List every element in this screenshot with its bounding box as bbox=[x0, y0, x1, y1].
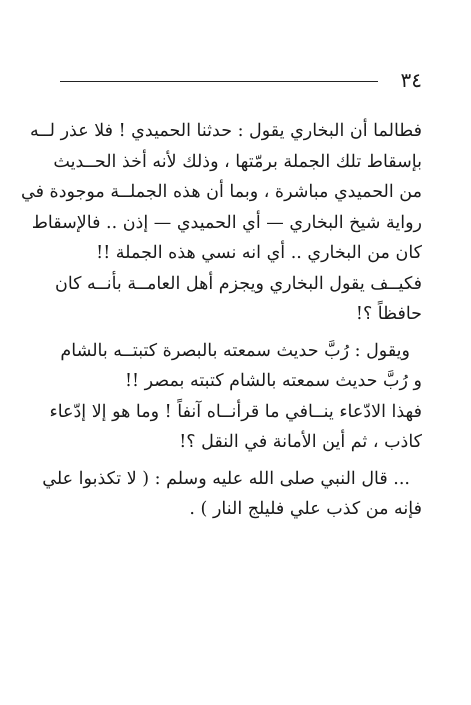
text-line: حافظاً ؟! bbox=[355, 304, 422, 324]
page-header bbox=[60, 68, 422, 98]
text-line: و رُبَّ حديث سمعته بالشام كتبته بمصر !! bbox=[124, 371, 422, 391]
text-line: ويقول : رُبَّ حديث سمعته بالبصرة كتبتــه بالشام bbox=[60, 340, 410, 361]
paragraph bbox=[21, 116, 422, 269]
text-line: رواية شيخ البخاري — أي الحميدي — إذن .. فالإسقاط bbox=[31, 212, 422, 233]
paragraph bbox=[49, 336, 422, 458]
text-line: فطالما أن البخاري يقول : حدثنا الحميدي ! فلا عذر لــه bbox=[30, 121, 422, 141]
paragraph bbox=[54, 269, 422, 330]
text-line: فكيــف يقول البخاري ويجزم أهل العامــة بأنــه كان bbox=[54, 273, 422, 294]
text-line: فهذا الادّعاء ينــافي ما قرأنــاه آنفاً ! وما هو إلا إدّعاء bbox=[49, 401, 422, 422]
page-number: ٣٤ bbox=[400, 68, 422, 92]
paragraph bbox=[42, 464, 422, 525]
text-line: من الحميدي مباشرة ، وبما أن هذه الجملــة موجودة في bbox=[21, 182, 422, 202]
text-line: بإسقاط تلك الجملة برمّتها ، وذلك لأنه أخذ الحــديث bbox=[53, 151, 422, 172]
text-line: فإنه من كذب علي فليلج النار ) . bbox=[189, 499, 422, 519]
header-rule bbox=[60, 81, 378, 82]
text-line: ... قال النبي صلى الله عليه وسلم : ( لا تكذبوا علي bbox=[42, 468, 410, 489]
page-body bbox=[21, 116, 422, 525]
text-line: كان من البخاري .. أي انه نسي هذه الجملة !! bbox=[96, 243, 422, 263]
text-line: كاذب ، ثم أين الأمانة في النقل ؟! bbox=[179, 432, 422, 452]
